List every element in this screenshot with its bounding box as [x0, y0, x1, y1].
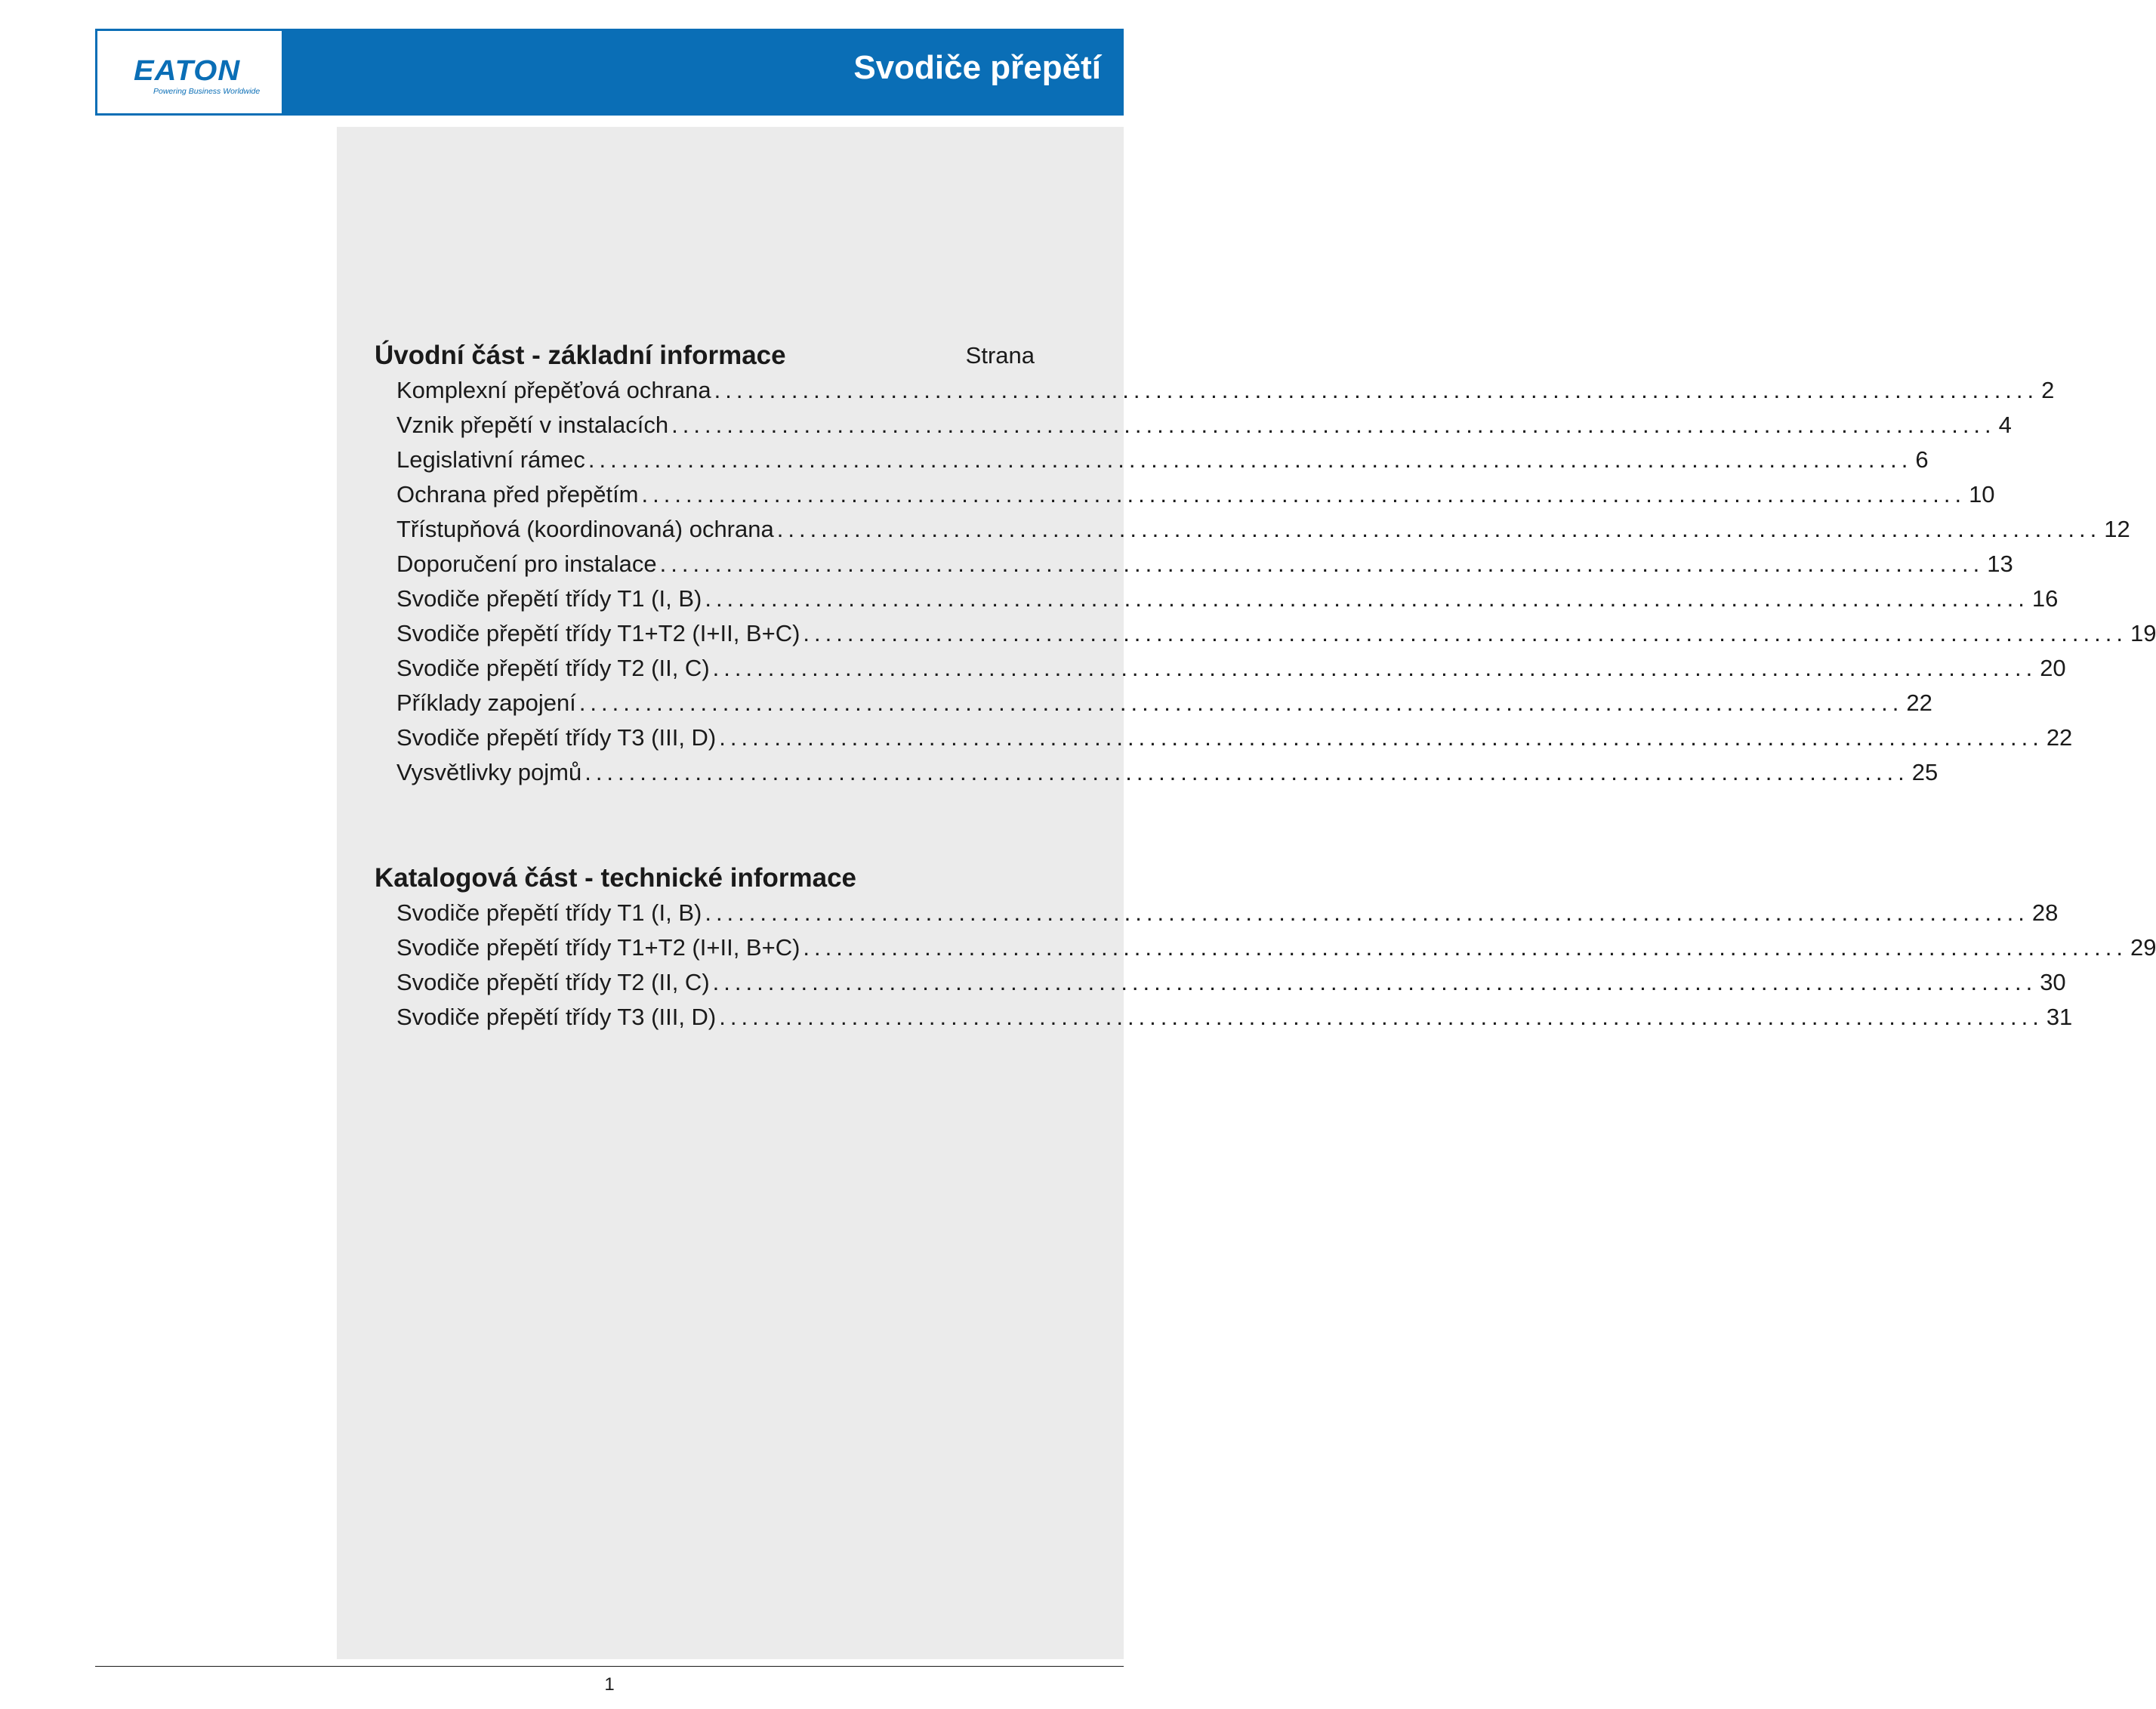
toc-leader-dots: ........................................................................................................................ [705, 899, 2029, 926]
logo-wordmark: EATON [134, 55, 241, 87]
toc-entry-page: 20 [2040, 655, 2066, 681]
toc-entry-page: 25 [1911, 759, 1939, 785]
toc-entry-page: 4 [1998, 412, 2012, 438]
toc-entry[interactable] [396, 651, 2066, 686]
document-title: Svodiče přepětí [853, 49, 1101, 86]
toc-entry-page: 31 [2046, 1004, 2073, 1030]
toc-leader-dots: ........................................................................................................................ [588, 446, 1913, 473]
section-title: Katalogová část - technické informace [375, 863, 856, 893]
section-title: Úvodní část - základní informace [375, 341, 786, 370]
toc-section-intro [375, 338, 2156, 790]
toc-leader-dots: ........................................................................................................................ [712, 655, 2037, 681]
toc-entry-page: 28 [2031, 899, 2059, 926]
toc-entry[interactable] [396, 408, 2012, 443]
toc-leader-dots: ........................................................................................................................ [803, 934, 2127, 961]
toc-entry[interactable] [396, 896, 2059, 930]
toc-entry-label: Svodiče přepětí třídy T3 (III, D) [396, 724, 717, 751]
toc-leader-dots: ........................................................................................................................ [803, 620, 2127, 646]
toc-list [375, 896, 2156, 1035]
toc-entry-page: 10 [1969, 481, 1995, 507]
footer-rule [95, 1666, 1124, 1667]
toc-list [375, 373, 2156, 790]
toc-entry[interactable] [396, 443, 1929, 477]
toc-leader-dots: ........................................................................................................................ [719, 1004, 2043, 1030]
header-bar [95, 29, 1124, 116]
toc-entry-page: 29 [2130, 934, 2156, 961]
logo-tagline: Powering Business Worldwide [153, 87, 261, 96]
toc-entry-label: Komplexní přepěťová ochrana [396, 377, 711, 403]
toc-entry-page: 6 [1915, 446, 1929, 473]
section-heading [375, 338, 1035, 373]
toc-leader-dots: ........................................................................................................................ [641, 481, 1966, 507]
toc-entry-label: Svodiče přepětí třídy T2 (II, C) [396, 655, 710, 681]
toc-leader-dots: ........................................................................................................................ [719, 724, 2043, 751]
toc-entry-page: 12 [2104, 516, 2130, 542]
toc-entry[interactable] [396, 1000, 2073, 1035]
toc-entry[interactable] [396, 512, 2130, 547]
toc-entry[interactable] [396, 720, 2073, 755]
toc-leader-dots: ........................................................................................................................ [712, 969, 2037, 995]
toc-entry-label: Svodiče přepětí třídy T1+T2 (I+II, B+C) [396, 934, 800, 961]
toc-entry-label: Svodiče přepětí třídy T1+T2 (I+II, B+C) [396, 620, 800, 646]
toc-entry-label: Třístupňová (koordinovaná) ochrana [396, 516, 774, 542]
toc-entry-page: 19 [2130, 620, 2156, 646]
toc-entry[interactable] [396, 547, 2013, 581]
toc-entry[interactable] [396, 373, 2055, 408]
toc-entry-label: Svodiče přepětí třídy T3 (III, D) [396, 1004, 717, 1030]
page-column-label: Strana [965, 342, 1035, 369]
toc-section-catalog [375, 861, 2156, 1035]
toc-leader-dots: ........................................................................................................................ [584, 759, 1909, 785]
toc-entry[interactable] [396, 477, 1995, 512]
toc-entry-label: Ochrana před přepětím [396, 481, 639, 507]
toc-leader-dots: ........................................................................................................................ [659, 551, 1985, 577]
toc-entry-label: Vysvětlivky pojmů [396, 759, 582, 785]
toc-entry-label: Svodiče přepětí třídy T1 (I, B) [396, 899, 702, 926]
toc-entry-label: Svodiče přepětí třídy T1 (I, B) [396, 585, 702, 612]
toc-leader-dots: ........................................................................................................................ [776, 516, 2102, 542]
toc-entry-label: Legislativní rámec [396, 446, 585, 473]
toc-entry-label: Svodiče přepětí třídy T2 (II, C) [396, 969, 710, 995]
toc-leader-dots: ........................................................................................................................ [671, 412, 1996, 438]
toc-entry-page: 22 [2046, 724, 2073, 751]
toc-entry-page: 13 [1987, 551, 2013, 577]
toc-entry-page: 2 [2041, 377, 2055, 403]
eaton-logo [97, 30, 282, 114]
toc-entry-page: 16 [2031, 585, 2059, 612]
page-number: 1 [604, 1674, 615, 1695]
toc-leader-dots: ........................................................................................................................ [714, 377, 2039, 403]
toc-entry-page: 22 [1906, 689, 1932, 716]
toc-entry-page: 30 [2040, 969, 2066, 995]
toc-entry[interactable] [396, 930, 2156, 965]
toc-leader-dots: ........................................................................................................................ [578, 689, 1904, 716]
toc-entry[interactable] [396, 686, 1932, 720]
toc-entry[interactable] [396, 965, 2066, 1000]
toc-entry[interactable] [396, 755, 1939, 790]
toc-entry-label: Příklady zapojení [396, 689, 576, 716]
toc-entry[interactable] [396, 581, 2059, 616]
toc-leader-dots: ........................................................................................................................ [705, 585, 2029, 612]
toc-entry-label: Doporučení pro instalace [396, 551, 657, 577]
toc-entry[interactable] [396, 616, 2156, 651]
section-heading [375, 861, 1035, 896]
toc-entry-label: Vznik přepětí v instalacích [396, 412, 669, 438]
